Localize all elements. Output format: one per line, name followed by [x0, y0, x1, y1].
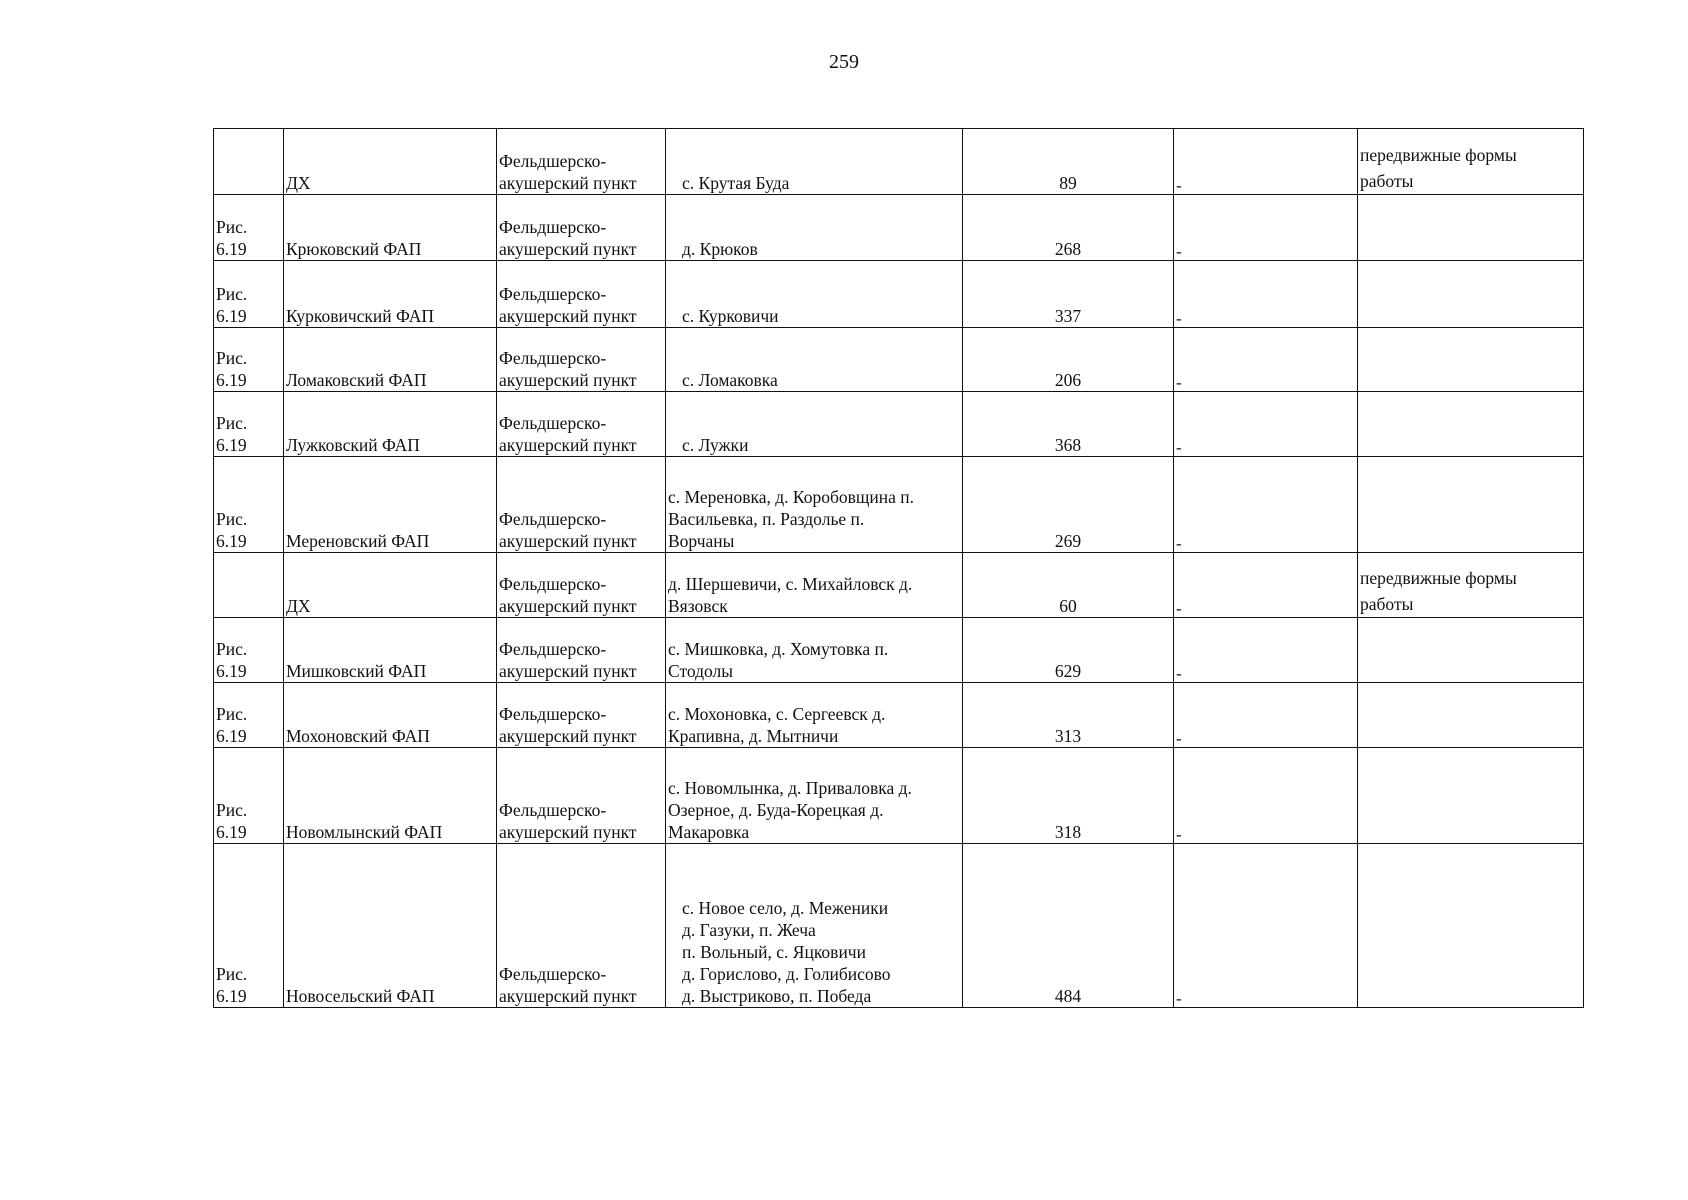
population-count: 269	[1054, 531, 1082, 551]
station-name-cell	[284, 129, 497, 195]
figure-ref-text: 6.19	[216, 986, 247, 1006]
station-type-text: Фельдшерско-	[499, 284, 607, 304]
settlement-text: Стодолы	[668, 661, 734, 681]
population-count: 60	[1059, 596, 1077, 616]
dash-mark: -	[1176, 729, 1182, 748]
figure-ref-cell	[214, 844, 284, 1008]
population-count-cell	[963, 553, 1174, 618]
note-cell	[1358, 553, 1584, 618]
station-name-cell	[284, 618, 497, 683]
note-text: работы	[1360, 594, 1414, 614]
station-type-text: акушерский пункт	[499, 822, 637, 842]
table-row	[214, 392, 1584, 457]
dash-mark: -	[1176, 242, 1182, 261]
note-cell	[1358, 328, 1584, 392]
figure-ref-text: Рис.	[216, 964, 248, 984]
settlements-cell	[666, 392, 963, 457]
settlement-text: с. Новое село, д. Меженики	[682, 898, 889, 918]
dash-cell	[1174, 261, 1358, 328]
station-type-cell	[497, 195, 666, 261]
station-type-text: акушерский пункт	[499, 370, 637, 390]
table-row	[214, 618, 1584, 683]
dash-mark: -	[1176, 599, 1182, 618]
figure-ref-cell	[214, 392, 284, 457]
dash-cell	[1174, 553, 1358, 618]
station-type-text: акушерский пункт	[499, 661, 637, 681]
figure-ref-text: Рис.	[216, 509, 248, 529]
settlement-text: с. Курковичи	[682, 306, 779, 326]
station-name-cell	[284, 748, 497, 844]
figure-ref-text: 6.19	[216, 531, 247, 551]
dash-cell	[1174, 457, 1358, 553]
table-row	[214, 844, 1584, 1008]
settlement-text: Вязовск	[668, 596, 728, 616]
figure-ref-text: Рис.	[216, 639, 248, 659]
settlements-cell	[666, 261, 963, 328]
dash-cell	[1174, 195, 1358, 261]
settlement-text: Озерное, д. Буда-Корецкая д.	[668, 800, 884, 820]
station-type-cell	[497, 392, 666, 457]
settlements-cell	[666, 748, 963, 844]
station-name: ДХ	[286, 596, 311, 616]
station-name: Курковичский ФАП	[286, 306, 435, 326]
station-type-text: Фельдшерско-	[499, 509, 607, 529]
settlements-cell	[666, 844, 963, 1008]
settlement-text: Васильевка, п. Раздолье п.	[668, 509, 865, 529]
figure-ref-text: 6.19	[216, 726, 247, 746]
table-row	[214, 683, 1584, 748]
population-count: 89	[1059, 173, 1077, 193]
population-count: 368	[1054, 435, 1082, 455]
station-type-text: акушерский пункт	[499, 531, 637, 551]
table-row	[214, 261, 1584, 328]
station-type-text: Фельдшерско-	[499, 704, 607, 724]
settlement-text: с. Мишковка, д. Хомутовка п.	[668, 639, 889, 659]
station-name: Лужковский ФАП	[286, 435, 420, 455]
station-type-cell	[497, 129, 666, 195]
population-count-cell	[963, 618, 1174, 683]
dash-cell	[1174, 618, 1358, 683]
station-type-text: акушерский пункт	[499, 726, 637, 746]
station-name-cell	[284, 844, 497, 1008]
note-cell	[1358, 844, 1584, 1008]
settlements-cell	[666, 553, 963, 618]
population-count-cell	[963, 748, 1174, 844]
station-name-cell	[284, 261, 497, 328]
page-number: 259	[829, 51, 859, 73]
population-count: 484	[1054, 986, 1082, 1006]
station-name: Мохоновский ФАП	[286, 726, 430, 746]
dash-mark: -	[1176, 309, 1182, 328]
population-count-cell	[963, 195, 1174, 261]
population-count-cell	[963, 844, 1174, 1008]
settlement-text: п. Вольный, с. Яцковичи	[682, 942, 866, 962]
note-text: работы	[1360, 171, 1414, 191]
figure-ref-cell	[214, 457, 284, 553]
figure-ref-text: 6.19	[216, 370, 247, 390]
station-name-cell	[284, 392, 497, 457]
note-cell	[1358, 457, 1584, 553]
figure-ref-text: Рис.	[216, 800, 248, 820]
station-name-cell	[284, 553, 497, 618]
table-row	[214, 457, 1584, 553]
figure-ref-text: Рис.	[216, 704, 248, 724]
station-type-text: Фельдшерско-	[499, 574, 607, 594]
station-name: ДХ	[286, 173, 311, 193]
station-name-cell	[284, 328, 497, 392]
figure-ref-text: Рис.	[216, 217, 248, 237]
dash-cell	[1174, 129, 1358, 195]
settlement-text: с. Ломаковка	[682, 370, 778, 390]
station-type-cell	[497, 328, 666, 392]
settlements-cell	[666, 328, 963, 392]
station-type-text: Фельдшерско-	[499, 151, 607, 171]
settlement-text: д. Выстриково, п. Победа	[682, 986, 872, 1006]
station-name: Ломаковский ФАП	[286, 370, 427, 390]
dash-cell	[1174, 748, 1358, 844]
dash-mark: -	[1176, 176, 1182, 195]
figure-ref-cell	[214, 261, 284, 328]
station-type-text: Фельдшерско-	[499, 639, 607, 659]
feldsher-station-table	[213, 128, 1584, 1008]
settlement-text: Ворчаны	[668, 531, 735, 551]
settlements-cell	[666, 683, 963, 748]
figure-ref-text: Рис.	[216, 348, 248, 368]
dash-mark: -	[1176, 825, 1182, 844]
figure-ref-text: Рис.	[216, 284, 248, 304]
population-count-cell	[963, 392, 1174, 457]
population-count: 629	[1054, 661, 1082, 681]
station-type-text: акушерский пункт	[499, 596, 637, 616]
settlement-text: д. Газуки, п. Жеча	[682, 920, 816, 940]
note-cell	[1358, 748, 1584, 844]
dash-mark: -	[1176, 438, 1182, 457]
settlement-text: д. Крюков	[682, 239, 758, 259]
table-row	[214, 129, 1584, 195]
station-name: Мереновский ФАП	[286, 531, 430, 551]
figure-ref-text: 6.19	[216, 306, 247, 326]
station-type-cell	[497, 553, 666, 618]
settlements-cell	[666, 129, 963, 195]
table-row	[214, 328, 1584, 392]
settlement-text: д. Горислово, д. Голибисово	[682, 964, 891, 984]
station-type-text: акушерский пункт	[499, 986, 637, 1006]
table-row	[214, 748, 1584, 844]
dash-cell	[1174, 683, 1358, 748]
dash-cell	[1174, 392, 1358, 457]
station-type-text: Фельдшерско-	[499, 800, 607, 820]
dash-mark: -	[1176, 534, 1182, 553]
figure-ref-text: 6.19	[216, 435, 247, 455]
figure-ref-text: 6.19	[216, 822, 247, 842]
dash-cell	[1174, 328, 1358, 392]
note-cell	[1358, 261, 1584, 328]
dash-mark: -	[1176, 989, 1182, 1008]
population-count-cell	[963, 328, 1174, 392]
station-type-text: Фельдшерско-	[499, 413, 607, 433]
station-name: Новосельский ФАП	[286, 986, 435, 1006]
settlement-text: с. Новомлынка, д. Приваловка д.	[668, 778, 912, 798]
figure-ref-cell	[214, 195, 284, 261]
settlement-text: с. Крутая Буда	[682, 173, 790, 193]
figure-ref-cell	[214, 748, 284, 844]
station-name-cell	[284, 457, 497, 553]
note-cell	[1358, 618, 1584, 683]
note-text: передвижные формы	[1360, 568, 1517, 588]
settlement-text: с. Мереновка, д. Коробовщина п.	[668, 487, 914, 507]
population-count: 268	[1054, 239, 1082, 259]
settlement-text: д. Шершевичи, с. Михайловск д.	[668, 574, 913, 594]
dash-mark: -	[1176, 664, 1182, 683]
station-type-cell	[497, 748, 666, 844]
station-type-text: акушерский пункт	[499, 306, 637, 326]
note-text: передвижные формы	[1360, 145, 1517, 165]
table-row	[214, 195, 1584, 261]
station-type-text: акушерский пункт	[499, 435, 637, 455]
settlements-cell	[666, 195, 963, 261]
figure-ref-cell	[214, 618, 284, 683]
settlement-text: Крапивна, д. Мытничи	[668, 726, 839, 746]
note-cell	[1358, 683, 1584, 748]
figure-ref-cell	[214, 683, 284, 748]
population-count-cell	[963, 683, 1174, 748]
station-type-text: акушерский пункт	[499, 239, 637, 259]
station-name: Новомлынский ФАП	[286, 822, 443, 842]
station-type-cell	[497, 844, 666, 1008]
note-cell	[1358, 129, 1584, 195]
population-count-cell	[963, 129, 1174, 195]
dash-mark: -	[1176, 373, 1182, 392]
note-cell	[1358, 392, 1584, 457]
station-type-cell	[497, 618, 666, 683]
station-type-cell	[497, 457, 666, 553]
population-count-cell	[963, 457, 1174, 553]
population-count-cell	[963, 261, 1174, 328]
station-name: Мишковский ФАП	[286, 661, 427, 681]
station-name-cell	[284, 195, 497, 261]
station-type-text: Фельдшерско-	[499, 217, 607, 237]
population-count: 318	[1054, 822, 1082, 842]
station-name: Крюковский ФАП	[286, 239, 422, 259]
population-count: 206	[1054, 370, 1082, 390]
station-type-text: Фельдшерско-	[499, 964, 607, 984]
station-type-text: Фельдшерско-	[499, 348, 607, 368]
note-cell	[1358, 195, 1584, 261]
settlement-text: с. Мохоновка, с. Сергеевск д.	[668, 704, 886, 724]
dash-cell	[1174, 844, 1358, 1008]
station-name-cell	[284, 683, 497, 748]
figure-ref-text: Рис.	[216, 413, 248, 433]
figure-ref-cell	[214, 129, 284, 195]
figure-ref-text: 6.19	[216, 661, 247, 681]
population-count: 313	[1054, 726, 1082, 746]
figure-ref-cell	[214, 328, 284, 392]
settlement-text: с. Лужки	[682, 435, 749, 455]
settlement-text: Макаровка	[668, 822, 750, 842]
figure-ref-text: 6.19	[216, 239, 247, 259]
settlements-cell	[666, 457, 963, 553]
settlements-cell	[666, 618, 963, 683]
station-type-cell	[497, 261, 666, 328]
population-count: 337	[1054, 306, 1082, 326]
table-row	[214, 553, 1584, 618]
station-type-text: акушерский пункт	[499, 173, 637, 193]
figure-ref-cell	[214, 553, 284, 618]
station-type-cell	[497, 683, 666, 748]
